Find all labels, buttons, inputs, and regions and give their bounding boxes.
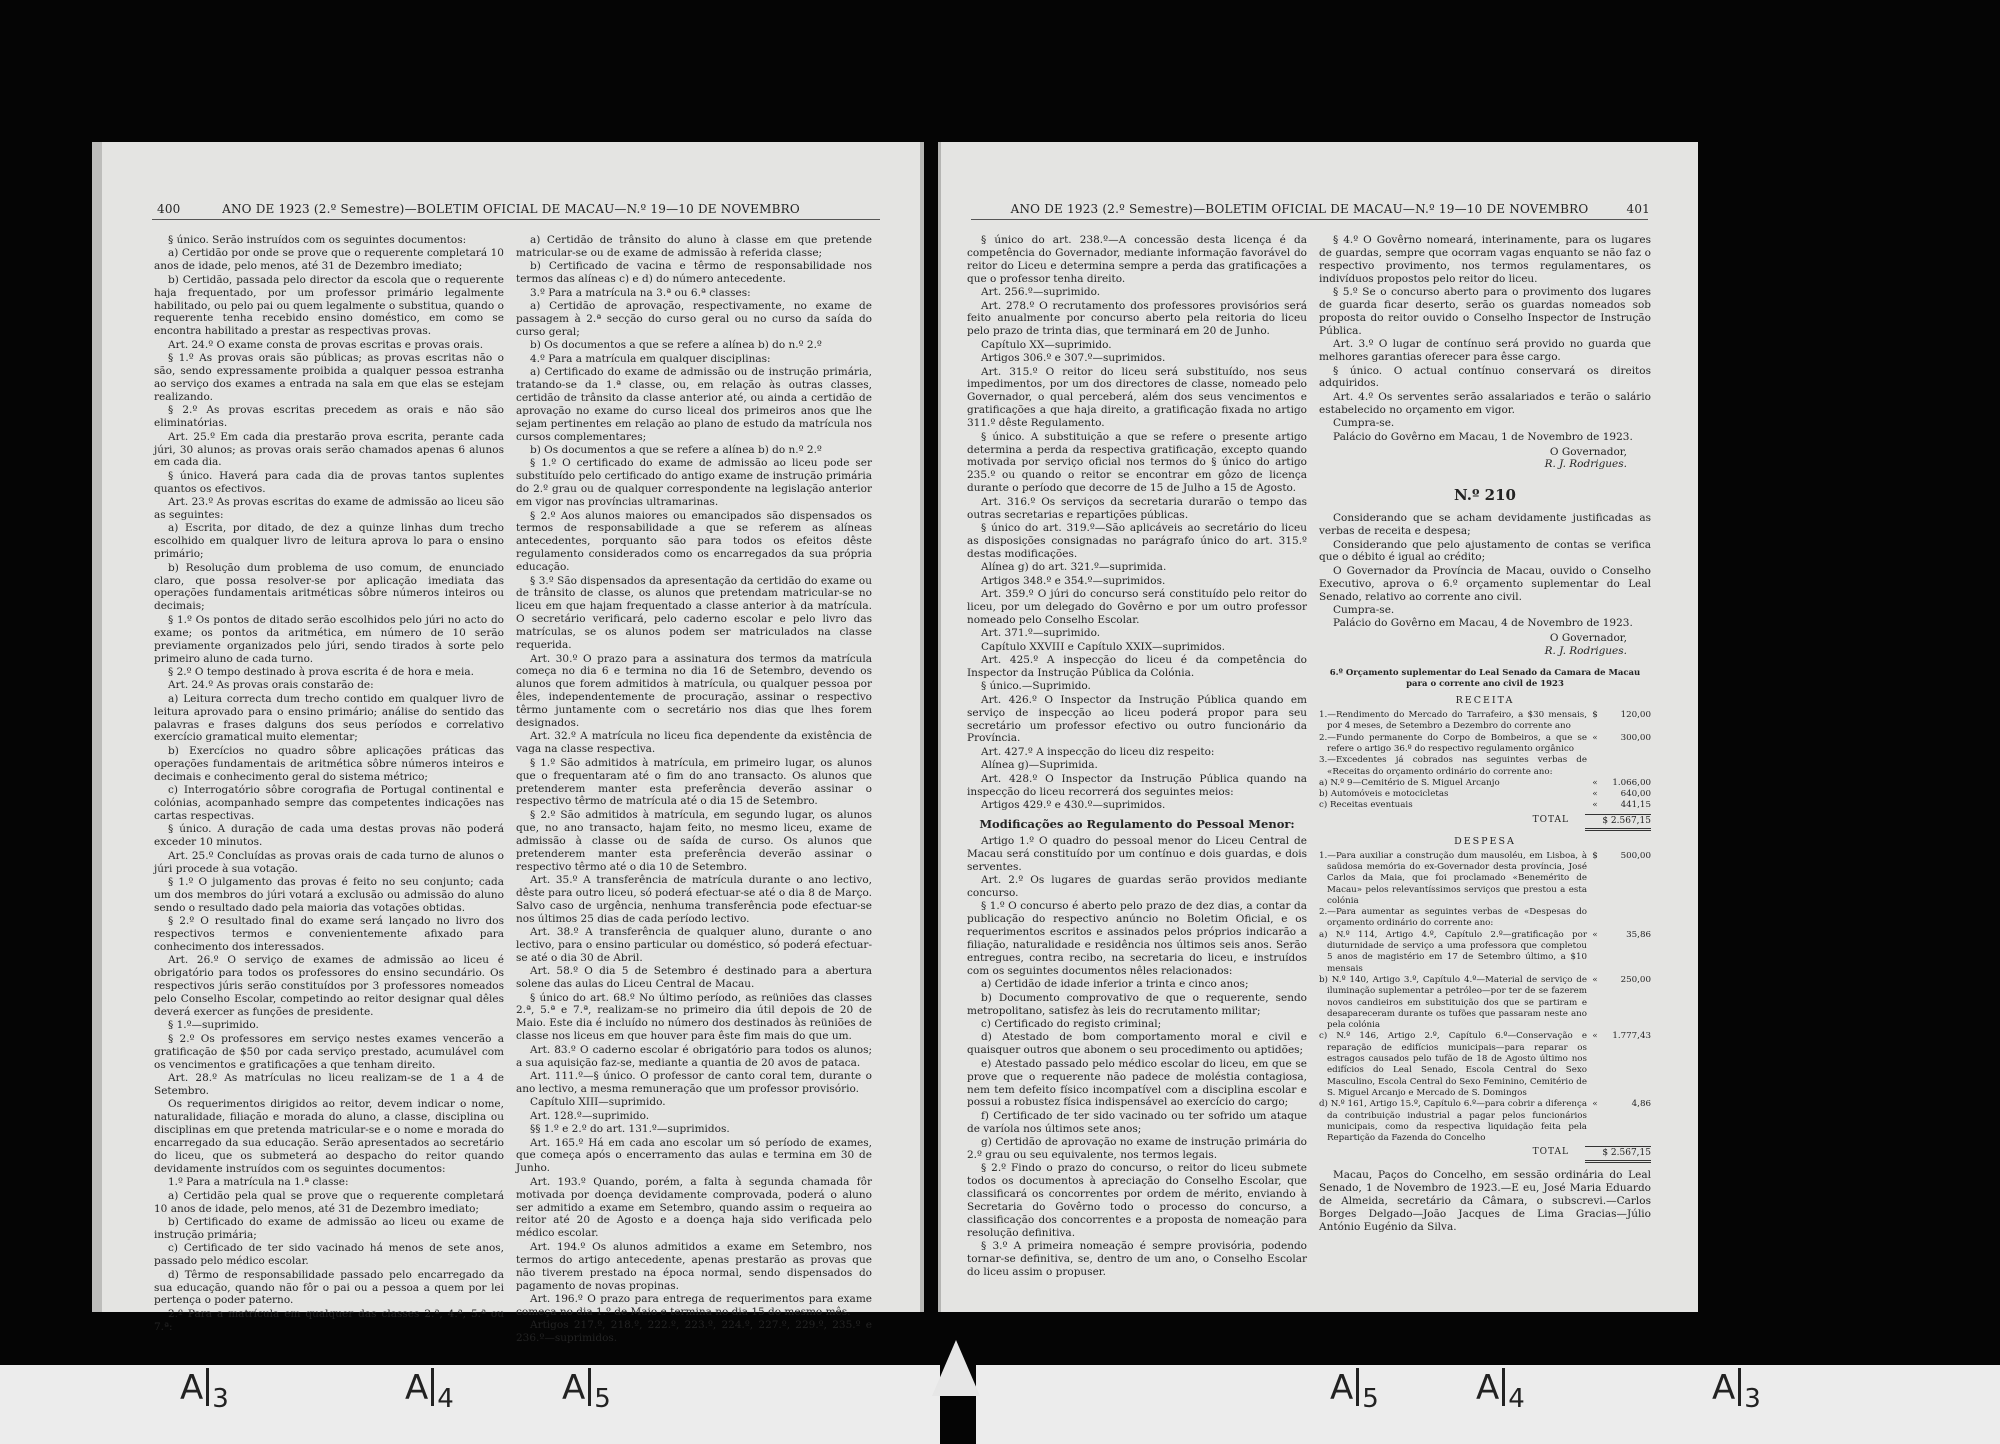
closing-paragraph: Macau, Paços do Concelho, em sessão ordinária do Leal Senado, 1 de Novembro de 1923.—E eu, José Maria Eduardo de Almeida, secretário da Câmara, o subscrevi.—Carlos Borges Delgado—João Jacques de Lima Gracias—Júlio António Eugénio da Silva. (1319, 1169, 1651, 1234)
paragraph: Art. 30.º O prazo para a assinatura dos termos da matrícula começa no dia 6 e termina no dia 16 de Setembro, devendo os alunos que forem admitidos à matrícula, ou qualquer pessoa por êles, independentemente de procuração, assinar o respectivo têrmo juntamente com o secretário nos dias que lhes forem designados. (516, 652, 872, 730)
paragraph: Art. 193.º Quando, porém, a falta à segunda chamada fôr motivada por doença devidamente comprovada, poderá o aluno ser admitido a exame em Setembro, quando assim o requeira ao reitor até 20 de Agosto e a doença haja sido verificada pelo médico escolar. (516, 1175, 872, 1240)
paragraph: b) Certificado do exame de admissão ao liceu ou exame de instrução primária; (154, 1215, 504, 1241)
paragraph: § 3.º São dispensados da apresentação da certidão do exame ou de trânsito de classe, os alunos que pretendam matricular-se no liceu em que hajam frequentado a classe anterior à da matrícula. O secretário verificará, pelo caderno escolar e pelo livro das matrículas, se os alunos podem ser matriculados na classe requerida. (516, 574, 872, 652)
paragraph: Palácio do Govêrno em Macau, 1 de Novembro de 1923. (1333, 430, 1633, 443)
budget-row (1319, 930, 1651, 975)
decree-body (1319, 512, 1651, 630)
frame-mark: A $_4$ (1476, 1368, 1525, 1414)
paragraph: b) Os documentos a que se refere a alínea b) do n.º 2.º (530, 444, 822, 456)
signature-name-2: R. J. Rodrigues. (1544, 645, 1627, 658)
budget-cell-cur (1587, 907, 1603, 930)
paragraph: Art. 194.º Os alunos admitidos a exame em Setembro, nos termos do artigo antecedente, apenas prestarão as provas que não tiverem prestado na época normal, sendo dispensados do pagamento de novas propinas. (516, 1240, 872, 1292)
budget-row (1319, 800, 1651, 811)
paragraph: § único. Haverá para cada dia de provas tantos suplentes quantos os efectivos. (154, 469, 504, 495)
right-column-1 (967, 234, 1307, 1280)
paragraph: § 1.º—suprimido. (168, 1019, 259, 1032)
paragraph: Art. 428.º O Inspector da Instrução Pública quando na inspecção do liceu recorrerá dos seguintes meios: (967, 772, 1307, 798)
paragraph: § 1.º O certificado do exame de admissão ao liceu pode ser substituído pelo certificado do antigo exame de instrução primária do 2.º grau ou de qualquer correspondente na legislação anterior em vigor nas províncias ultramarinas. (516, 457, 872, 509)
paragraph: 2.º Para a matrícula em qualquer das classes 2.ª, 4.ª, 5.ª ou 7.ª: (154, 1307, 504, 1333)
budget-cell-amt: 250,00 (1620, 974, 1651, 985)
budget-cell-amt (1603, 755, 1651, 778)
paragraph: § 2.º Os professores em serviço nestes exames vencerão a gratificação de $50 por cada serviço prestado, acumulável com os vencimentos e gratificações a que tenham direito. (154, 1032, 504, 1071)
frame-mark: A $_5$ (562, 1368, 611, 1414)
paragraph: b) Resolução dum problema de uso comum, de enunciado claro, que possa resolver-se por aplicação imediata das operações fundamentais aritméticas sôbre números inteiros ou decimais; (154, 561, 504, 613)
paragraph: a) Certidão de aprovação, respectivamente, no exame de passagem à 2.ª secção do curso geral ou no curso da saída do curso geral; (516, 300, 872, 338)
paragraph: Artigo 1.º O quadro do pessoal menor do Liceu Central de Macau será constituído por um contínuo e dois guardas, e dois serventes. (967, 834, 1307, 873)
paragraph: Art. 426.º O Inspector da Instrução Pública quando em serviço de inspecção ao liceu poderá propor para seu secretário um professor efectivo ou outro funcionário da Província. (967, 693, 1307, 745)
paragraph: b) Documento comprovativo de que o requerente, sendo metropolitano, satisfez às leis do recrutamento militar; (967, 991, 1307, 1017)
paragraph: d) Atestado de bom comportamento moral e civil e quaisquer outros que abonem o seu procedimento ou aptidões; (967, 1031, 1307, 1057)
budget-cell-desc: a) N.º 114, Artigo 4.º, Capítulo 2.º—gratificação por diuturnidade de serviço a uma professora que completou 5 anos de magistério em 17 de Setembro último, a $10 mensais (1319, 929, 1587, 974)
running-head-title-right: ANO DE 1923 (2.º Semestre)—BOLETIM OFICIAL DE MACAU—N.º 19—10 DE NOVEMBRO (1010, 202, 1589, 216)
paragraph: Art. 111.º—§ único. O professor de canto coral tem, durante o ano lectivo, a mesma remuneração que um professor provisório. (516, 1070, 872, 1095)
paragraph: a) Escrita, por ditado, de dez a quinze linhas dum trecho escolhido em qualquer livro de leitura aprova lo para o ensino primário; (154, 522, 504, 561)
receita-table (1319, 710, 1651, 812)
paragraph: d) Têrmo de responsabilidade passado pelo encarregado da sua educação, quando não fôr o pai ou a pessoa a quem por lei pertença o poder paterno. (154, 1268, 504, 1307)
paragraph: c) Certificado de ter sido vacinado há menos de sete anos, passado pelo médico escolar. (154, 1242, 504, 1268)
left-column-1 (154, 234, 504, 1334)
budget-cell-amt: 120,00 (1620, 710, 1651, 721)
paragraph: a) Certidão de idade inferior a trinta e cinco anos; (981, 978, 1249, 991)
budget-cell-amt: 441,15 (1620, 800, 1651, 811)
paragraph: 1.º Para a matrícula na 1.ª classe: (168, 1176, 349, 1189)
paragraph: b) Certidão, passada pelo director da escola que o requerente haja frequentado, por um professor primário legalmente habilitado, ou pelo pai ou quem legalmente o substitua, quando o requerente tenha recebido ensino doméstico, em como se encontra habilitado a prestar as respectivas provas. (154, 273, 504, 338)
budget-cell-amt: 500,00 (1620, 850, 1651, 861)
signature-title-2: O Governador, (1549, 632, 1627, 645)
paragraph: Art. 24.º O exame consta de provas escritas e provas orais. (168, 338, 484, 351)
paragraph: § 2.º Findo o prazo do concurso, o reitor do liceu submete todos os documentos à apreciação do Conselho Escolar, que classificará os concorrentes por ordem de mérito, enviando à Secretaria do Govêrno todo o processo do concurso, a classificação dos concorrentes e a proposta de nomeação para resolução definitiva. (967, 1162, 1307, 1239)
budget-cell-desc: a) N.º 9—Cemitério de S. Miguel Arcanjo (1319, 777, 1500, 788)
paragraph: Capítulo XXVIII e Capítulo XXIX—suprimidos. (981, 640, 1226, 653)
paragraph: § único. Serão instruídos com os seguintes documentos: (168, 234, 467, 246)
despesa-heading: DESPESA (1454, 835, 1516, 847)
paragraph: g) Certidão de aprovação no exame de instrução primária do 2.º grau ou seu equivalente, nos termos legais. (967, 1136, 1307, 1162)
budget-cell-amt: 4,86 (1631, 1099, 1651, 1110)
running-head-title-left: ANO DE 1923 (2.º Semestre)—BOLETIM OFICIAL DE MACAU—N.º 19—10 DE NOVEMBRO (222, 202, 800, 216)
budget-cell-cur (1587, 755, 1603, 778)
paragraph: a) Leitura correcta dum trecho contido em qualquer livro de leitura aprovado para o ensino primário; análise do sentido das palavras e frases dalguns dos seus períodos e correlativo exercício gramatical muito elementar; (154, 692, 504, 744)
paragraph: § 1.º O julgamento das provas é feito no seu conjunto; cada um dos membros do júri votará a exclusão ou admissão do aluno sendo o resultado dado pela maioria das votações obtidas. (154, 875, 504, 914)
paragraph: § 4.º O Govêrno nomeará, interinamente, para os lugares de guardas, sempre que ocorram vagas enquanto se não faz o respectivo provimento, nos termos regulamentares, os indivíduos propostos pelo reitor do liceu. (1319, 234, 1651, 285)
paragraph: Artigos 306.º e 307.º—suprimidos. (981, 352, 1166, 365)
despesa-total-row (1319, 1146, 1651, 1163)
left-column-2 (516, 234, 872, 1346)
budget-cell-cur: « (1592, 789, 1598, 800)
paragraph: Art. 371.º—suprimido. (981, 627, 1101, 640)
paragraph: a) Certificado do exame de admissão ou de instrução primária, tratando-se da 1.ª classe, ou, em relação às outras classes, certidão de trânsito da classe anterior até, ou ainda a certidão de aprovação no exame do curso liceal dos primeiros anos que lhe sejam pertinentes em relação ao plano de estudo da matrícula nos cursos complementares; (516, 366, 872, 443)
budget-cell-desc: 1.—Para auxiliar a construção dum mausoléu, em Lisboa, à saüdosa memória do ex-Governador desta província, José Carlos da Maia, que foi proclamado «Benemérito de Macau» pelos relevantíssimos serviços que prestou a esta colónia (1319, 850, 1587, 906)
budget-cell-amt: 300,00 (1620, 732, 1651, 743)
budget-cell-cur: $ (1592, 710, 1598, 721)
budget-row (1319, 851, 1651, 907)
paragraph: Art. 256.º—suprimido. (981, 286, 1101, 299)
budget-cell-cur: « (1592, 800, 1598, 811)
paragraph: § 1.º Os pontos de ditado serão escolhidos pelo júri no acto do exame; os pontos da aritmética, em número de 10 serão previamente organizados pelo júri, sendo tirados à sorte pelo primeiro aluno de cada turno. (154, 613, 504, 665)
budget-cell-cur: $ (1592, 850, 1598, 861)
budget-row (1319, 789, 1651, 800)
budget-row (1319, 975, 1651, 1031)
budget-cell-desc: 3.—Excedentes já cobrados nas seguintes verbas de «Receitas do orçamento ordinário do corrente ano: (1319, 755, 1587, 777)
paragraph: § único. O actual contínuo conservará os direitos adquiridos. (1319, 364, 1651, 390)
budget-cell-desc: 2.—Fundo permanente do Corpo de Bombeiros, a que se refere o artigo 36.º do respectivo regulamento orgânico (1319, 732, 1587, 754)
signature-title-1: O Governador, (1549, 445, 1627, 458)
frame-mark: A $_5$ (1330, 1368, 1379, 1414)
paragraph: Os requerimentos dirigidos ao reitor, devem indicar o nome, naturalidade, filiação e morada do aluno, a classe, disciplina ou disciplinas em que pretenda matricular-se e o nome e morada do encarregado da sua educação. Serão apresentados ao secretário do liceu, que os submeterá ao despacho do reitor quando devidamente instruídos com os seguintes documentos: (154, 1098, 504, 1175)
paragraph: Capítulo XIII—suprimido. (530, 1096, 666, 1109)
paragraph: 3.º Para a matrícula na 3.ª ou 6.ª classes: (530, 286, 751, 299)
paragraph: Art. 2.º Os lugares de guardas serão providos mediante concurso. (967, 874, 1307, 899)
paragraph: Art. 38.º A transferência de qualquer aluno, durante o ano lectivo, para o ensino particular ou doméstico, só poderá efectuar-se até o dia 30 de Abril. (516, 926, 872, 964)
paragraph: § 2.º As provas escritas precedem as orais e não são eliminatórias. (154, 404, 504, 430)
paragraph: Cumpra-se. (1333, 417, 1395, 430)
paragraph: Considerando que pelo ajustamento de contas se verifica que o débito é igual ao crédito; (1319, 538, 1651, 564)
paragraph: e) Atestado passado pelo médico escolar do liceu, em que se prove que o requerente não padece de moléstia contagiosa, nem tem defeito físico incompatível com a disciplina escolar e possui a robustez física indispensável ao exercício do cargo; (967, 1057, 1307, 1109)
paragraph: § 2.º São admitidos à matrícula, em segundo lugar, os alunos que, no ano transacto, hajam feito, no mesmo liceu, exame de admissão à classe ou de saída de curso. Os alunos que pretenderem manter esta preferência deverão assinar o respectivo têrmo até o dia 10 de Setembro. (516, 808, 872, 873)
despesa-total-label: TOTAL (1532, 1147, 1569, 1158)
paragraph: § único. A duração de cada uma destas provas não poderá exceder 10 minutos. (154, 823, 504, 849)
paragraph: Art. 4.º Os serventes serão assalariados e terão o salário estabelecido no orçamento em vigor. (1319, 390, 1651, 416)
paragraph: Art. 28.º As matrículas no liceu realizam-se de 1 a 4 de Setembro. (154, 1072, 504, 1097)
receita-total-label: TOTAL (1532, 814, 1569, 825)
page-number-right: 401 (1626, 202, 1650, 216)
section-heading: Modificações ao Regulamento do Pessoal Menor: (979, 816, 1295, 831)
budget-cell-desc: 2.—Para aumentar as seguintes verbas de «Despesas do orçamento ordinário do corrente ano: (1319, 907, 1587, 929)
paragraph: Art. 359.º O júri do concurso será constituído pelo reitor do liceu, por um delegado do Govêrno e por um outro professor nomeado pelo Conselho Escolar. (967, 587, 1307, 626)
paragraph: Art. 35.º A transferência de matrícula durante o ano lectivo, dêste para outro liceu, só poderá efectuar-se até o dia 8 de Março. Salvo caso de urgência, nenhuma transferência pode efectuar-se nos últimos 25 dias de cada período lectivo. (516, 873, 872, 925)
paragraph: b) Os documentos a que se refere a alínea b) do n.º 2.º (530, 339, 822, 352)
paragraph: Art. 58.º O dia 5 de Setembro é destinado para a abertura solene das aulas do Liceu Central de Macau. (516, 965, 872, 991)
receita-total-value: $ 2.567,15 (1585, 814, 1651, 831)
budget-cell-amt: 1.066,00 (1612, 777, 1651, 788)
budget-row (1319, 710, 1651, 733)
despesa-table (1319, 851, 1651, 1145)
budget-row (1319, 778, 1651, 789)
budget-cell-amt: 640,00 (1620, 789, 1651, 800)
budget-cell-cur: « (1592, 974, 1598, 985)
running-head-left (102, 202, 920, 222)
budget-cell-amt: 35,86 (1626, 929, 1651, 940)
budget-row (1319, 755, 1651, 778)
paragraph: Art. 32.º A matrícula no liceu fica dependente da existência de vaga na classe respectiva. (516, 730, 872, 756)
paragraph: Capítulo XX—suprimido. (981, 338, 1112, 351)
right-page (938, 142, 1698, 1312)
paragraph: Art. 25.º Concluídas as provas orais de cada turno de alunos o júri procede à sua votação. (154, 849, 504, 875)
right-column-2 (1319, 234, 1651, 1234)
paragraph: Art. 165.º Há em cada ano escolar um só período de exames, que começa após o encerramento das aulas e termina em 30 de Junho. (516, 1136, 872, 1175)
budget-cell-cur: « (1592, 732, 1598, 743)
paragraph: b) Exercícios no quadro sôbre aplicações práticas das operações fundamentais de aritmética sôbre números inteiros e decimais e conhecimento geral do sistema métrico; (154, 744, 504, 783)
paragraph: § único do art. 319.º—São aplicáveis ao secretário do liceu as disposições consignadas no parágrafo único do art. 315.º destas modificações. (967, 521, 1307, 560)
budget-cell-desc: c) Receitas eventuais (1319, 800, 1413, 811)
paragraph: Artigos 348.º e 354.º—suprimidos. (981, 574, 1166, 587)
paragraph: Alínea g)—Suprimida. (981, 759, 1098, 772)
paragraph: a) Certidão por onde se prove que o requerente completará 10 anos de idade, pelo menos, até 31 de Dezembro imediato; (154, 247, 504, 273)
paragraph: Art. 25.º Em cada dia prestarão prova escrita, perante cada júri, 30 alunos; as provas orais serão chamados apenas 6 alunos em cada dia. (154, 430, 504, 469)
paragraph: Art. 278.º O recrutamento dos professores provisórios será feito anualmente por concurso aberto pela reitoria do liceu pelo prazo de trinta dias, que terminará em 20 de Junho. (967, 299, 1307, 338)
budget-cell-cur: « (1592, 777, 1598, 788)
paragraph: Art. 425.º A inspecção do liceu é da competência do Inspector da Instrução Pública da Colónia. (967, 654, 1307, 679)
budget-cell-desc: b) N.º 140, Artigo 3.º, Capítulo 4.º—Material de serviço de iluminação suplementar a petróleo—por ter de se fazerem novos candieiros em substituição dos que se partiram e desapareceram durante os tufões que passaram neste ano pela colónia (1319, 974, 1587, 1031)
page-number-left: 400 (157, 202, 181, 216)
receita-heading: RECEITA (1455, 695, 1515, 707)
budget-cell-cur: « (1592, 929, 1598, 940)
paragraph: Art. 26.º O serviço de exames de admissão ao liceu é obrigatório para todos os professores do ensino secundário. Os respectivos júris serão constituídos por 3 professores nomeados pelo Conselho Escolar, competindo ao reitor designar qual dêles deverá exercer as funções de presidente. (154, 954, 504, 1018)
budget-row (1319, 1031, 1651, 1099)
budget-cell-cur: « (1592, 1031, 1598, 1042)
paragraph: Artigos 429.º e 430.º—suprimidos. (981, 798, 1166, 811)
paragraph: Art. 315.º O reitor do liceu será substituído, nos seus impedimentos, por um dos directores de classe, nomeado pelo Governador, o qual perceberá, além dos seus vencimentos e gratificações a que haja direito, a gratificação fixada no artigo 311.º dêste Regulamento. (967, 365, 1307, 430)
signature-name-1: R. J. Rodrigues. (1544, 458, 1627, 471)
paragraph: f) Certificado de ter sido vacinado ou ter sofrido um ataque de varíola nos últimos sete anos; (967, 1109, 1307, 1135)
paragraph: Art. 316.º Os serviços da secretaria durarão o tempo das outras secretarias e repartições públicas. (967, 495, 1307, 521)
paragraph: Art. 427.º A inspecção do liceu diz respeito: (981, 745, 1215, 758)
decree-number: N.º 210 (1453, 486, 1516, 505)
paragraph: § único.—Suprimido. (981, 680, 1091, 693)
paragraph: Artigos 217.º, 218.º, 222.º, 223.º, 224.º, 227.º, 229.º, 235.º e 236.º—suprimidos. (516, 1319, 872, 1345)
paragraph: § 2.º O resultado final do exame será lançado no livro dos respectivos termos e convenientemente afixado para conhecimento dos interessados. (154, 915, 504, 953)
paragraph: § 2.º Aos alunos maiores ou emancipados são dispensados os termos de responsabilidade a que se referem as alíneas antecedentes, porquanto são para todos os efeitos dêste regulamento considerados como os encarregados da sua própria educação. (516, 509, 872, 574)
paragraph: Art. 196.º O prazo para entrega de requerimentos para exame começa no dia 1.º de Maio e termina no dia 15 do mesmo mês. (516, 1292, 872, 1318)
budget-cell-desc: c) N.º 146, Artigo 2.º, Capítulo 6.º—Conservação e reparação de edifícios municipais—para reparar os estragos causados pelo tufão de 18 de Agosto último nos edifícios do Leal Senado, Escola Central do Sexo Masculino, Escola Central do Sexo Feminino, Cemitério de S. Miguel Arcanjo e Mercado de S. Domingos (1319, 1031, 1587, 1098)
left-page (92, 142, 924, 1345)
paragraph: § único do art. 238.º—A concessão desta licença é da competência do Governador, mediante informação favorável do reitor do Liceu e determina sempre a perda das gratificações a que o professor tenha direito. (967, 234, 1307, 285)
receita-total-row (1319, 814, 1651, 831)
running-head-right (941, 202, 1698, 222)
microfilm-strip-left (0, 1365, 940, 1444)
paragraph: Art. 83.º O caderno escolar é obrigatório para todos os alunos; a sua aquisição faz-se, mediante a quantia de 20 avos de pataca. (516, 1043, 872, 1069)
paragraph: a) Certidão pela qual se prove que o requerente completará 10 anos de idade, pelo menos, até 31 de Dezembro imediato; (154, 1189, 504, 1215)
paragraph: Art. 23.º As provas escritas do exame de admissão ao liceu são as seguintes: (154, 496, 504, 522)
paragraph: § 1.º São admitidos à matrícula, em primeiro lugar, os alunos que o frequentaram até o fim do ano transacto. Os alunos que pretenderem manter esta preferência deverão assinar o respectivo têrmo de matrícula até o dia 15 de Setembro. (516, 756, 872, 808)
paragraph: §§ 1.º e 2.º do art. 131.º—suprimidos. (530, 1123, 730, 1136)
paragraph: § 2.º O tempo destinado à prova escrita é de hora e meia. (168, 665, 474, 678)
paragraph: Alínea g) do art. 321.º—suprimida. (981, 561, 1167, 574)
paragraph: O Governador da Província de Macau, ouvido o Conselho Executivo, aprova o 6.º orçamento suplementar do Leal Senado, relativo ao corrente ano civil. (1319, 564, 1651, 603)
budget-row (1319, 733, 1651, 756)
budget-cell-desc: d) N.º 161, Artigo 15.º, Capítulo 6.º—para cobrir a diferença da contribuição industrial a pagar pelos funcionários municipais, como da respectiva liquidação feita pela Repartição da Fazenda do Concelho (1319, 1099, 1587, 1144)
paragraph: § único do art. 68.º No último período, as reüniões das classes 2.ª, 5.ª e 7.ª, realizam-se no primeiro dia útil depois de 20 de Maio. Este dia é incluído no número dos destinados às reüniões de classe nos liceus em que houver para êste fim mais do que um. (516, 991, 872, 1043)
paragraph: c) Interrogatório sôbre corografia de Portugal continental e colónias, acompanhado sempre das competentes indicações nas cartas respectivas. (154, 784, 504, 822)
frame-mark: A $_4$ (405, 1368, 454, 1414)
paragraph: § 5.º Se o concurso aberto para o provimento dos lugares de guarda ficar deserto, serão os guardas nomeados sob proposta do reitor ouvido o Conselho Inspector de Instrução Pública. (1319, 286, 1651, 337)
frame-mark: A $_3$ (180, 1368, 229, 1414)
paragraph: Palácio do Govêrno em Macau, 4 de Novembro de 1923. (1333, 617, 1633, 630)
paragraph: Art. 3.º O lugar de contínuo será provido no guarda que melhores garantias oferecer para êsse cargo. (1319, 338, 1651, 364)
budget-cell-desc: 1.—Rendimento do Mercado do Tarrafeiro, a $30 mensais, por 4 meses, de Setembro a Dezembro do corrente ano (1319, 710, 1587, 732)
spine-notch (932, 1340, 980, 1396)
paragraph: Cumpra-se. (1333, 604, 1395, 617)
budget-cell-cur: « (1592, 1099, 1598, 1110)
paragraph: Art. 128.º—suprimido. (530, 1109, 650, 1122)
budget-cell-amt: 1.777,43 (1612, 1031, 1651, 1042)
budget-cell-amt (1603, 907, 1651, 930)
frame-mark: A $_3$ (1712, 1368, 1761, 1414)
paragraph: § 1.º As provas orais são públicas; as provas escritas não o são, sendo expressamente proibida a qualquer pessoa estranha ao serviço dos exames a entrada na sala em que elas se estejam realizando. (154, 352, 504, 403)
paragraph: a) Certidão de trânsito do aluno à classe em que pretende matricular-se ou de exame de admissão à referida classe; (516, 234, 872, 259)
budget-row (1319, 1099, 1651, 1144)
despesa-total-value: $ 2.567,15 (1585, 1146, 1651, 1163)
budget-title: 6.º Orçamento suplementar do Leal Senado da Camara de Macau para o corrente ano civil de 1923 (1329, 668, 1641, 690)
budget-cell-desc: b) Automóveis e motocicletas (1319, 789, 1449, 800)
right-column-2-text (1319, 234, 1651, 444)
paragraph: 4.º Para a matrícula em qualquer disciplinas: (530, 352, 771, 365)
budget-row (1319, 907, 1651, 930)
paragraph: b) Certificado de vacina e têrmo de responsabilidade nos termos das alíneas c) e d) do número antecedente. (516, 260, 872, 286)
paragraph: § 1.º O concurso é aberto pelo prazo de dez dias, a contar da publicação do respectivo anúncio no Boletim Oficial, e os requerimentos escritos e assinados pelos próprios indicarão a filiação, naturalidade e residência nos últimos seis anos. Serão entregues, contra recibo, na secretaria do liceu, e instruídos com os seguintes documentos nêles relacionados: (967, 900, 1307, 977)
paragraph: § único. A substituição a que se refere o presente artigo determina a perda da respectiva gratificação, excepto quando motivada por serviço oficial nos termos do § único do artigo 235.º ou quando o reitor se encontrar em gôzo de licença durante o período que decorre de 15 de Julho a 15 de Agosto. (967, 430, 1307, 495)
paragraph: § 3.º A primeira nomeação é sempre provisória, podendo tornar-se definitiva, se, dentro de um ano, o Conselho Escolar do liceu assim o propuser. (967, 1240, 1307, 1279)
paragraph: Considerando que se acham devidamente justificadas as verbas de receita e despesa; (1319, 512, 1651, 538)
paragraph: c) Certificado do registo criminal; (981, 1017, 1162, 1030)
paragraph: Art. 24.º As provas orais constarão de: (168, 679, 374, 692)
